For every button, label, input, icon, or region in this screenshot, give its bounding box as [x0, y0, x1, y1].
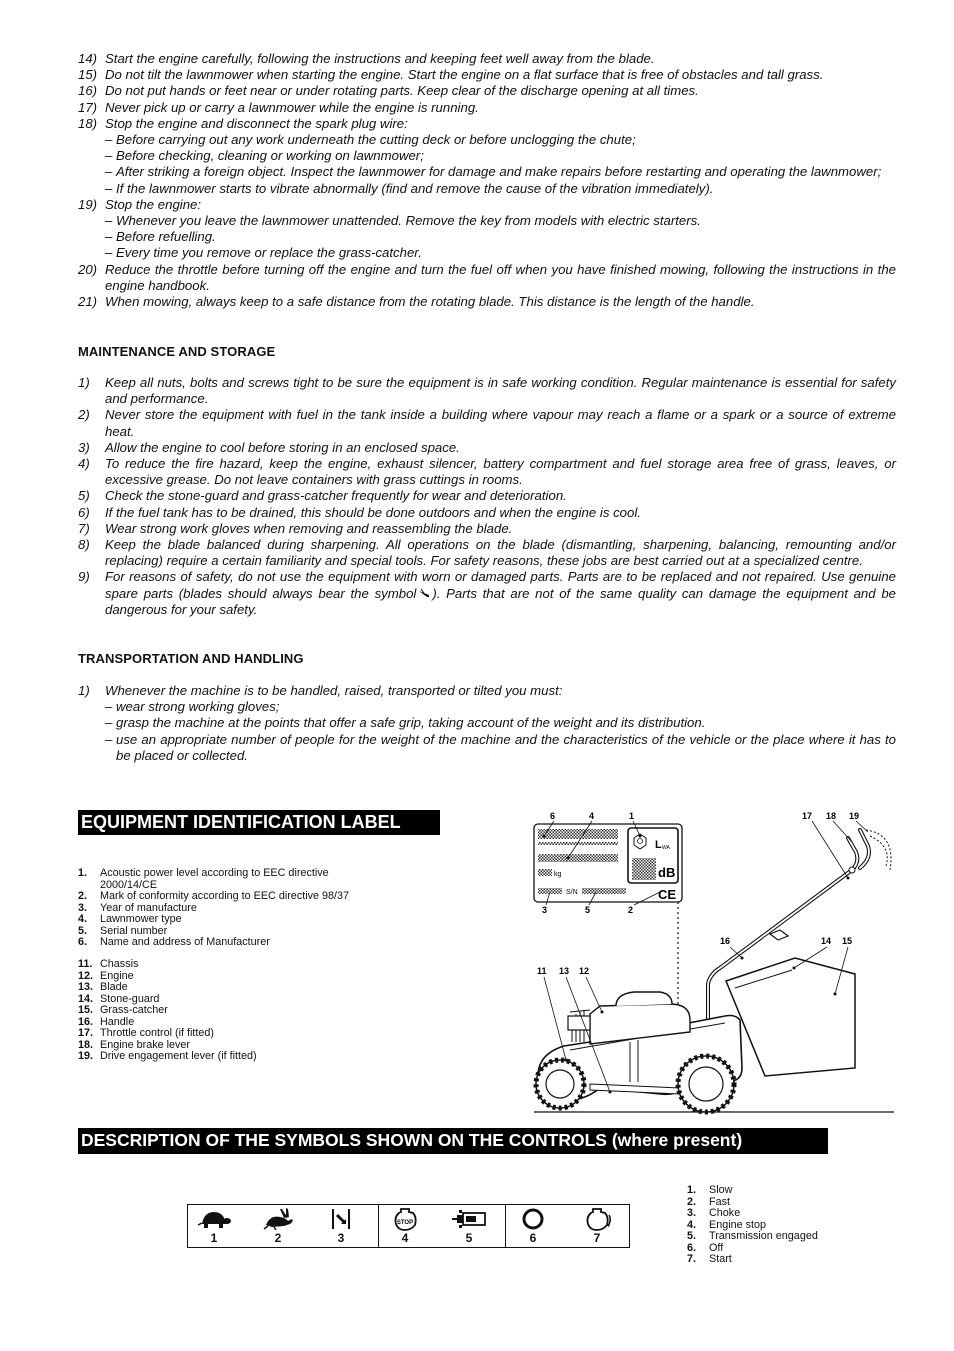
symbol-choke — [321, 1207, 361, 1245]
control-symbols-table — [187, 1204, 630, 1248]
rule-text: Reduce the throttle before turning off the engine and turn the fuel off when you have finished mowing, following the instructions in the engine handbook. — [105, 261, 896, 293]
item-text: Check the stone-guard and grass-catcher frequently for wear and deterioration. — [105, 488, 567, 504]
callout-5: 5 — [585, 905, 591, 915]
legend-number: 4. — [687, 1218, 697, 1231]
rule-subitem — [78, 132, 896, 148]
symbol-start — [577, 1207, 617, 1245]
subitem-text: Before carrying out any work underneath the cutting deck or before unclogging the chute; — [116, 132, 636, 148]
legend-number: 5. — [687, 1230, 697, 1242]
subitem-text: After striking a foreign object. Inspect the lawnmower for damage and make repairs before restarting and operating the lawnmower; — [116, 164, 882, 180]
rule-text: Stop the engine: — [105, 196, 202, 212]
legend-text: Engine — [100, 969, 134, 982]
symbol-off — [513, 1207, 553, 1245]
subitem-text: use an appropriate number of people for the weight of the machine and the characteristics of the vehicle or the place where it has to be placed or collected. — [116, 731, 896, 763]
rule-text: Start the engine carefully, following the instructions and keeping feet well away from the blade. — [105, 51, 655, 66]
legend-text: Drive engagement lever (if fitted) — [100, 1050, 257, 1062]
rule-text: Do not put hands or feet near or under rotating parts. Keep clear of the discharge opening at all times. — [105, 83, 699, 99]
item-text: To reduce the fire hazard, keep the engine, exhaust silencer, battery compartment and fuel storage area free of grass, leaves, or excessive grease. Do not leave containers with grass cuttings in rooms. — [105, 456, 896, 488]
legend-number: 17. — [78, 1027, 94, 1039]
transport-subitem — [78, 715, 896, 731]
dash-bullet: – — [105, 699, 113, 715]
rule-subitem — [78, 164, 896, 180]
item-number: 5) — [78, 488, 90, 504]
serial-field — [582, 888, 626, 894]
legend-text: Choke — [709, 1207, 741, 1219]
subitem-text: wear strong working gloves; — [116, 699, 280, 715]
legend-text: Grass-catcher — [100, 1004, 168, 1016]
lawnmower-diagram — [530, 806, 900, 1118]
callout-6: 6 — [550, 811, 556, 821]
item-text-after: ). Parts that are not of the same quality can damage the equipment and be dangerous for your safety. — [105, 585, 896, 617]
legend-number: 6. — [78, 936, 88, 948]
callout-19: 19 — [849, 811, 860, 821]
legend-text: Serial number — [100, 924, 168, 937]
transport-subitem — [78, 699, 896, 715]
item-number: 9) — [78, 569, 90, 585]
item-number: 1) — [78, 375, 90, 390]
legend-number: 12. — [78, 969, 94, 982]
transport-list — [78, 683, 896, 764]
legend-text: Name and address of Manufacturer — [100, 936, 270, 948]
legend-row — [687, 1254, 887, 1266]
rule-number: 18) — [78, 115, 98, 131]
item-number: 6) — [78, 504, 90, 520]
rule-number: 15) — [78, 67, 98, 83]
callout-2: 2 — [628, 905, 634, 915]
legend-text: Fast — [709, 1195, 730, 1208]
legend-text: Slow — [709, 1184, 733, 1196]
label-legend — [78, 868, 378, 949]
legend-text: Acoustic power level according to EEC directive 2000/14/CE — [100, 867, 329, 891]
legend-number: 2. — [687, 1195, 697, 1208]
rear-wheel — [678, 1056, 734, 1112]
maintenance-item — [78, 488, 896, 504]
rule-number: 16) — [78, 83, 98, 99]
legend-text: Chassis — [100, 958, 139, 970]
rule-number: 19) — [78, 196, 98, 212]
safety-rule — [78, 100, 896, 116]
symbol-engine-stop — [385, 1207, 425, 1245]
engine-stop-icon — [387, 1207, 423, 1231]
ce-mark: CE — [658, 887, 677, 902]
legend-number: 3. — [78, 901, 88, 914]
symbol-transmission-engaged — [449, 1207, 489, 1245]
hare-icon — [260, 1207, 296, 1231]
front-wheel — [536, 1060, 584, 1108]
safety-rule — [78, 67, 896, 83]
legend-number: 14. — [78, 992, 94, 1005]
rule-text: Do not tilt the lawnmower when starting the engine. Start the engine on a flat surface that is free of obstacles and tall grass. — [105, 67, 824, 83]
legend-text: Engine stop — [709, 1218, 767, 1231]
legend-text: Blade — [100, 981, 128, 993]
subitem-text: Before checking, cleaning or working on lawnmower; — [116, 148, 424, 164]
rule-number: 14) — [78, 51, 98, 66]
db-text: dB — [658, 865, 676, 880]
dash-bullet: – — [105, 229, 113, 245]
safety-rules-list — [78, 51, 896, 310]
legend-text: Transmission engaged — [709, 1230, 818, 1242]
legend-text: Start — [709, 1253, 732, 1265]
callout-18: 18 — [826, 811, 837, 821]
transmission-engaged-icon — [451, 1207, 487, 1231]
rule-number: 21) — [78, 294, 98, 310]
safety-rule — [78, 51, 896, 67]
dash-bullet: – — [105, 731, 113, 747]
parts-legend — [78, 959, 378, 1063]
maintenance-list — [78, 375, 896, 618]
maintenance-heading: MAINTENANCE AND STORAGE — [78, 344, 276, 359]
item-text: Whenever the machine is to be handled, raised, transported or tilted you must: — [105, 683, 563, 698]
callout-3: 3 — [542, 905, 548, 915]
maintenance-item — [78, 505, 896, 521]
subitem-text: grasp the machine at the points that offer a safe grip, taking account of the weight and its distribution. — [116, 715, 706, 731]
legend-text: Lawnmower type — [100, 913, 182, 925]
stop-text: STOP — [396, 1220, 414, 1226]
transport-heading: TRANSPORTATION AND HANDLING — [78, 651, 304, 666]
maintenance-item — [78, 521, 896, 537]
legend-number: 15. — [78, 1004, 94, 1016]
symbol-number: 2 — [274, 1231, 282, 1245]
kg-text: kg — [554, 871, 562, 878]
choke-icon — [323, 1207, 359, 1231]
lwa-subscript: WA — [662, 845, 670, 851]
identification-label-plate — [534, 824, 682, 902]
symbol-slow — [194, 1207, 234, 1245]
legend-number: 6. — [687, 1241, 697, 1254]
safety-rule — [78, 116, 896, 132]
symbols-legend — [687, 1185, 887, 1266]
item-number: 1) — [78, 683, 90, 698]
callout-13: 13 — [559, 966, 570, 976]
rule-subitem — [78, 213, 896, 229]
blade-symbol-icon — [416, 586, 432, 601]
legend-number: 11. — [78, 958, 93, 970]
legend-number: 13. — [78, 981, 94, 993]
callout-11: 11 — [537, 966, 547, 976]
symbol-number: 1 — [210, 1231, 218, 1245]
subitem-text: If the lawnmower starts to vibrate abnormally (find and remove the cause of the vibration immediately). — [116, 180, 714, 196]
item-number: 4) — [78, 456, 90, 472]
maintenance-item — [78, 537, 896, 569]
legend-number: 1. — [687, 1184, 697, 1196]
item-text: Allow the engine to cool before storing in an enclosed space. — [105, 439, 460, 455]
item-number: 8) — [78, 537, 90, 553]
item-text: Never store the equipment with fuel in the tank inside a building where vapour may reach a flame or a spark or a source of extreme heat. — [105, 407, 896, 439]
rule-number: 17) — [78, 99, 98, 115]
callout-4: 4 — [589, 811, 595, 821]
callout-14: 14 — [821, 936, 832, 946]
legend-text: Off — [709, 1241, 724, 1254]
safety-rule — [78, 197, 896, 213]
manufacturer-field — [538, 829, 618, 839]
start-icon — [579, 1207, 615, 1231]
item-number: 2) — [78, 407, 90, 423]
rule-number: 20) — [78, 261, 98, 277]
rule-subitem — [78, 148, 896, 164]
maintenance-item — [78, 440, 896, 456]
transport-item — [78, 683, 896, 699]
callout-12: 12 — [579, 966, 590, 976]
callout-1: 1 — [629, 811, 635, 821]
dash-bullet: – — [105, 164, 113, 180]
rule-text: Never pick up or carry a lawnmower while the engine is running. — [105, 99, 479, 115]
legend-number: 1. — [78, 867, 88, 879]
symbols-banner: DESCRIPTION OF THE SYMBOLS SHOWN ON THE CONTROLS (where present) — [78, 1128, 828, 1154]
maintenance-item — [78, 456, 896, 488]
legend-number: 16. — [78, 1015, 94, 1028]
off-icon — [515, 1207, 551, 1231]
safety-rule — [78, 83, 896, 99]
tortoise-icon — [196, 1207, 232, 1231]
legend-text: Mark of conformity according to EEC directive 98/37 — [100, 890, 350, 902]
dash-bullet: – — [105, 715, 113, 731]
legend-number: 4. — [78, 913, 88, 925]
maintenance-item — [78, 569, 896, 618]
legend-text: Year of manufacture — [100, 901, 197, 914]
dash-bullet: – — [105, 180, 113, 196]
dash-bullet: – — [105, 148, 113, 164]
rule-subitem — [78, 245, 896, 261]
legend-row — [78, 937, 378, 949]
item-text: If the fuel tank has to be drained, this should be done outdoors and when the engine is cool. — [105, 504, 641, 520]
callout-15: 15 — [842, 936, 853, 946]
legend-number: 3. — [687, 1207, 697, 1219]
symbol-number: 7 — [593, 1231, 601, 1245]
legend-text: Engine brake lever — [100, 1038, 191, 1051]
subitem-text: Whenever you leave the lawnmower unattended. Remove the key from models with electric starters. — [116, 213, 701, 229]
legend-number: 5. — [78, 924, 88, 937]
lwa-text: L — [655, 839, 662, 851]
item-text: Wear strong work gloves when removing and reassembling the blade. — [105, 520, 513, 536]
dash-bullet: – — [105, 213, 113, 229]
rule-subitem — [78, 229, 896, 245]
legend-number: 19. — [78, 1050, 94, 1062]
grass-catcher — [726, 958, 855, 1076]
item-text-before: For reasons of safety, do not use the equipment with worn or damaged parts. Parts are to be replaced and not repaired. Use genuine spare parts (blades should always bear the symbol — [105, 569, 896, 601]
subitem-text: Before refuelling. — [116, 229, 216, 245]
legend-text: Throttle control (if fitted) — [100, 1027, 215, 1039]
rule-text: When mowing, always keep to a safe distance from the rotating blade. This distance is the length of the handle. — [105, 294, 755, 310]
rule-text: Stop the engine and disconnect the spark plug wire: — [105, 115, 408, 131]
item-text: Keep all nuts, bolts and screws tight to be sure the equipment is in safe working condition. Regular maintenance is essential for safety and performance. — [105, 375, 896, 407]
legend-number: 7. — [687, 1253, 697, 1265]
legend-row — [78, 1051, 378, 1063]
safety-rule — [78, 294, 896, 310]
equipment-identification-banner: EQUIPMENT IDENTIFICATION LABEL — [78, 810, 440, 835]
subitem-text: Every time you remove or replace the grass-catcher. — [116, 245, 422, 261]
item-text: Keep the blade balanced during sharpening. All operations on the blade (dismantling, sharpening, balancing, remounting and/or replacing) require a certain familiarity and special tools. For safety reasons, these jobs are best carried out at a specialized centre. — [105, 537, 896, 569]
type-field — [538, 854, 618, 862]
callout-17: 17 — [802, 811, 813, 821]
symbol-number: 5 — [465, 1231, 473, 1245]
maintenance-item — [78, 375, 896, 407]
symbol-fast — [258, 1207, 298, 1245]
dash-bullet: – — [105, 132, 113, 148]
item-number: 3) — [78, 439, 90, 455]
dash-bullet: – — [105, 245, 113, 261]
maintenance-item — [78, 407, 896, 439]
symbol-number: 3 — [337, 1231, 345, 1245]
item-number: 7) — [78, 520, 90, 536]
safety-rule — [78, 262, 896, 294]
symbol-number: 4 — [401, 1231, 409, 1245]
transport-subitem — [78, 732, 896, 764]
sn-text: S/N — [566, 889, 578, 896]
legend-number: 2. — [78, 890, 88, 902]
legend-text: Stone-guard — [100, 992, 160, 1005]
legend-text: Handle — [100, 1015, 135, 1028]
callout-16: 16 — [720, 936, 731, 946]
legend-row — [78, 868, 378, 891]
rule-subitem — [78, 181, 896, 197]
legend-number: 18. — [78, 1038, 94, 1051]
item-text — [105, 569, 896, 618]
symbol-number: 6 — [529, 1231, 537, 1245]
